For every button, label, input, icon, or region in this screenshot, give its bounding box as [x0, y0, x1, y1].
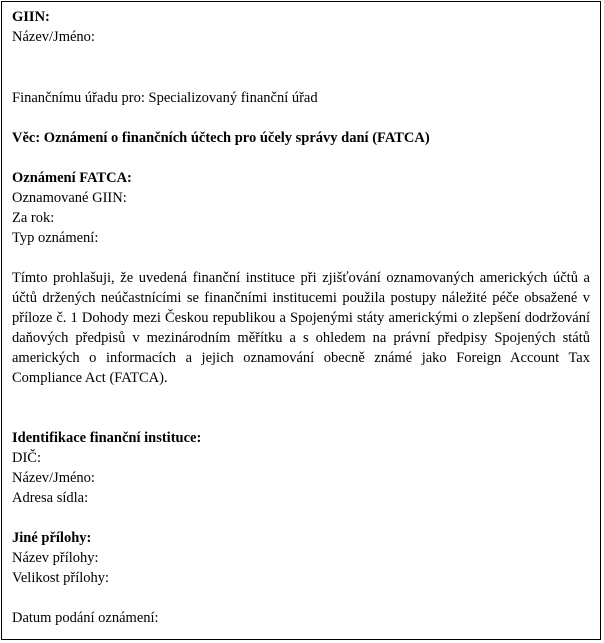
fatca-report-heading: Oznámení FATCA:: [12, 170, 132, 186]
reported-giin-label: Oznamované GIIN:: [12, 190, 127, 206]
institution-name-label: Název/Jméno:: [12, 470, 95, 486]
declaration-paragraph: Tímto prohlašuji, že uvedená finanční instituce při zjišťování oznamovaných amerických účtů a účtů držených neúčastnícími se finančními institucemi použila postupy náležité péče obsažené v příloze č. 1 Dohody mezi Českou republikou a Spojenými státy americkými o zlepšení dodržování daňových předpisů v mezinárodním měřítku a s ohledem na právní předpisy Spojených států amerických o informacích a jejich oznamování obecně známé jako Foreign Account Tax Compliance Act (FATCA).: [12, 270, 590, 386]
institution-heading: Identifikace finanční instituce:: [12, 430, 202, 446]
institution-section: [12, 428, 590, 508]
submission-date-label: Datum podání oznámení:: [12, 610, 159, 626]
name-label: Název/Jméno:: [12, 29, 95, 45]
office-line: [12, 88, 590, 108]
attachments-section: [12, 528, 590, 588]
fatca-notice-form: [1, 1, 601, 640]
fatca-report-section: [12, 168, 590, 248]
report-type-label: Typ oznámení:: [12, 230, 99, 246]
attachment-size-label: Velikost přílohy:: [12, 570, 110, 586]
subject-line: [12, 128, 590, 148]
registered-address-label: Adresa sídla:: [12, 490, 89, 506]
submission-section: [12, 608, 590, 628]
attachment-name-label: Název přílohy:: [12, 550, 99, 566]
subject-text: Věc: Oznámení o finančních účtech pro účely správy daní (FATCA): [12, 130, 430, 146]
header-section: [12, 7, 590, 47]
giin-label: GIIN:: [12, 9, 50, 25]
tax-office-text: Finančnímu úřadu pro: Specializovaný finanční úřad: [12, 90, 318, 106]
attachments-heading: Jiné přílohy:: [12, 530, 92, 546]
tax-id-label: DIČ:: [12, 450, 41, 466]
report-year-label: Za rok:: [12, 210, 55, 226]
